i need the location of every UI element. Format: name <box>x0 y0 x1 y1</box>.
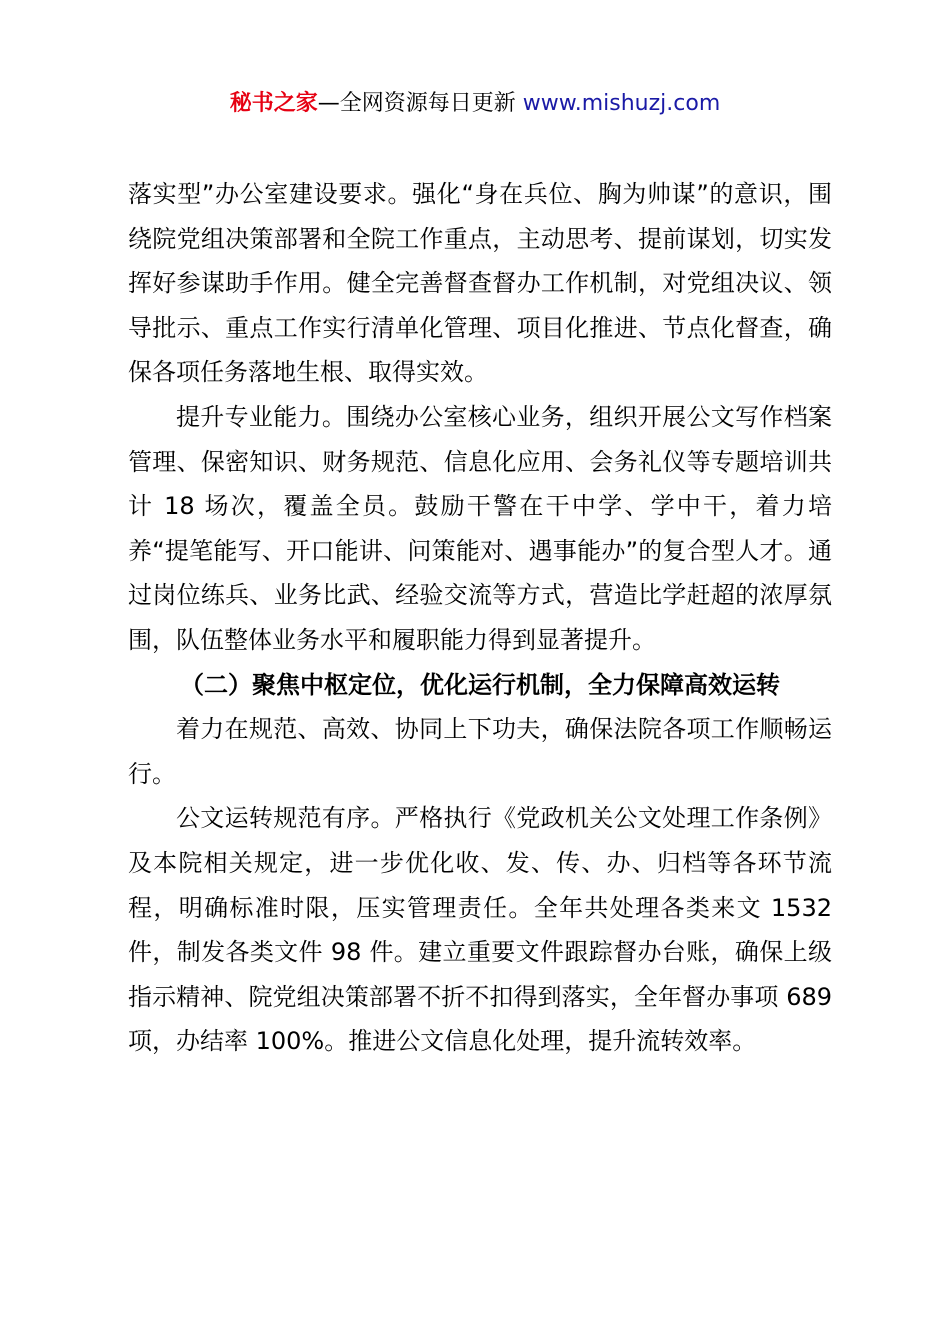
section-heading: （二）聚焦中枢定位，优化运行机制，全力保障高效运转 <box>180 670 780 699</box>
page-header <box>0 88 950 120</box>
paragraph-professional-ability: 提升专业能力。围绕办公室核心业务，组织开展公文写作档案管理、保密知识、财务规范、信息化应用、会务礼仪等专题培训共计 18 场次，覆盖全员。鼓励干警在干中学、学中干，着力培养“提笔能写、开口能讲、问策能对、遇事能办”的复合型人才。通过岗位练兵、业务比武、经验交流等方式，营造比学赶超的浓厚氛围，队伍整体业务水平和履职能力得到显著提升。 <box>128 402 832 654</box>
brand-name: 秘书之家 <box>229 91 318 116</box>
site-url-link[interactable]: www.mishuzj.com <box>522 91 721 116</box>
document-body <box>128 172 832 1064</box>
header-tagline: —全网资源每日更新 <box>317 91 516 116</box>
paragraph-document-processing: 公文运转规范有序。严格执行《党政机关公文处理工作条例》及本院相关规定，进一步优化收、发、传、办、归档等各环节流程，明确标准时限，压实管理责任。全年共处理各类来文 1532 件，制发各类文件 98 件。建立重要文件跟踪督办台账，确保上级指示精神、院党组决策部署不折不扣得到落实，全年督办事项 689 项，办结率 100%。推进公文信息化处理，提升流转效率。 <box>128 804 832 1056</box>
paragraph-continuation: 落实型”办公室建设要求。强化“身在兵位、胸为帅谋”的意识，围绕院党组决策部署和全院工作重点，主动思考、提前谋划，切实发挥好参谋助手作用。健全完善督查督办工作机制，对党组决议、领导批示、重点工作实行清单化管理、项目化推进、节点化督查，确保各项任务落地生根、取得实效。 <box>128 180 832 387</box>
paragraph-section-intro: 着力在规范、高效、协同上下功夫，确保法院各项工作顺畅运行。 <box>128 715 832 788</box>
